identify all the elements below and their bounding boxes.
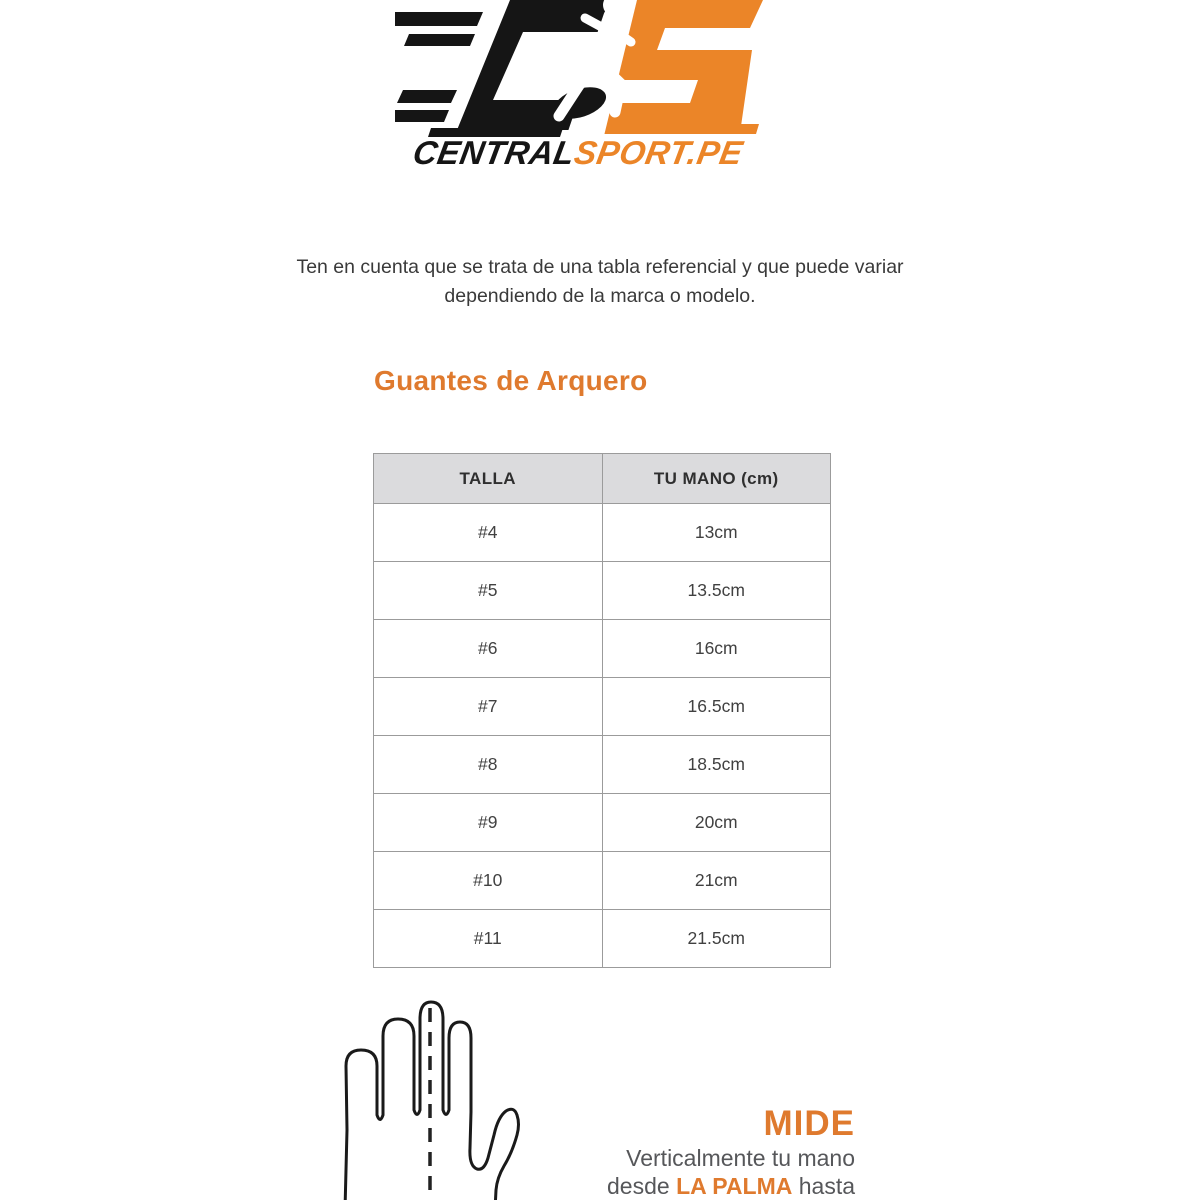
glove-size-table: [373, 453, 831, 968]
section-title: Guantes de Arquero: [374, 365, 648, 396]
mano-cell: 13cm: [602, 504, 831, 562]
talla-cell: #5: [374, 562, 603, 620]
measure-title: MIDE: [763, 1104, 855, 1143]
logo-wordmark-sportpe: SPORT.PE: [571, 134, 746, 171]
table-row: [374, 852, 831, 910]
talla-cell: #9: [374, 794, 603, 852]
mano-cell: 20cm: [602, 794, 831, 852]
mano-cell: 16cm: [602, 620, 831, 678]
talla-cell: #11: [374, 910, 603, 968]
table-row: [374, 678, 831, 736]
mano-cell: 13.5cm: [602, 562, 831, 620]
mano-cell: 21.5cm: [602, 910, 831, 968]
centralsport-logo-icon: [395, 0, 765, 140]
reference-note-line2: dependiendo de la marca o modelo.: [444, 285, 756, 307]
mano-cell: 16.5cm: [602, 678, 831, 736]
table-row: [374, 794, 831, 852]
talla-cell: #10: [374, 852, 603, 910]
measure-line2: desde LA PALMA hasta: [607, 1173, 855, 1199]
mano-cell: 18.5cm: [602, 736, 831, 794]
measure-line1: Verticalmente tu mano: [626, 1145, 855, 1171]
reference-note: [0, 253, 1200, 311]
talla-cell: #8: [374, 736, 603, 794]
header-tu-mano: TU MANO (cm): [602, 454, 831, 504]
talla-cell: #7: [374, 678, 603, 736]
table-body: [374, 504, 831, 968]
logo-wordmark-central: CENTRAL: [410, 134, 579, 171]
la-palma-highlight: LA PALMA: [676, 1173, 793, 1199]
table-header-row: [374, 454, 831, 504]
header-talla: TALLA: [374, 454, 603, 504]
table-row: [374, 562, 831, 620]
measure-instructions: [455, 1104, 855, 1200]
table-row: [374, 504, 831, 562]
reference-note-line1: Ten en cuenta que se trata de una tabla referencial y que puede variar: [296, 256, 904, 278]
mano-cell: 21cm: [602, 852, 831, 910]
table-row: [374, 620, 831, 678]
talla-cell: #4: [374, 504, 603, 562]
logo-wordmark: [395, 134, 762, 172]
table-row: [374, 736, 831, 794]
table-row: [374, 910, 831, 968]
talla-cell: #6: [374, 620, 603, 678]
